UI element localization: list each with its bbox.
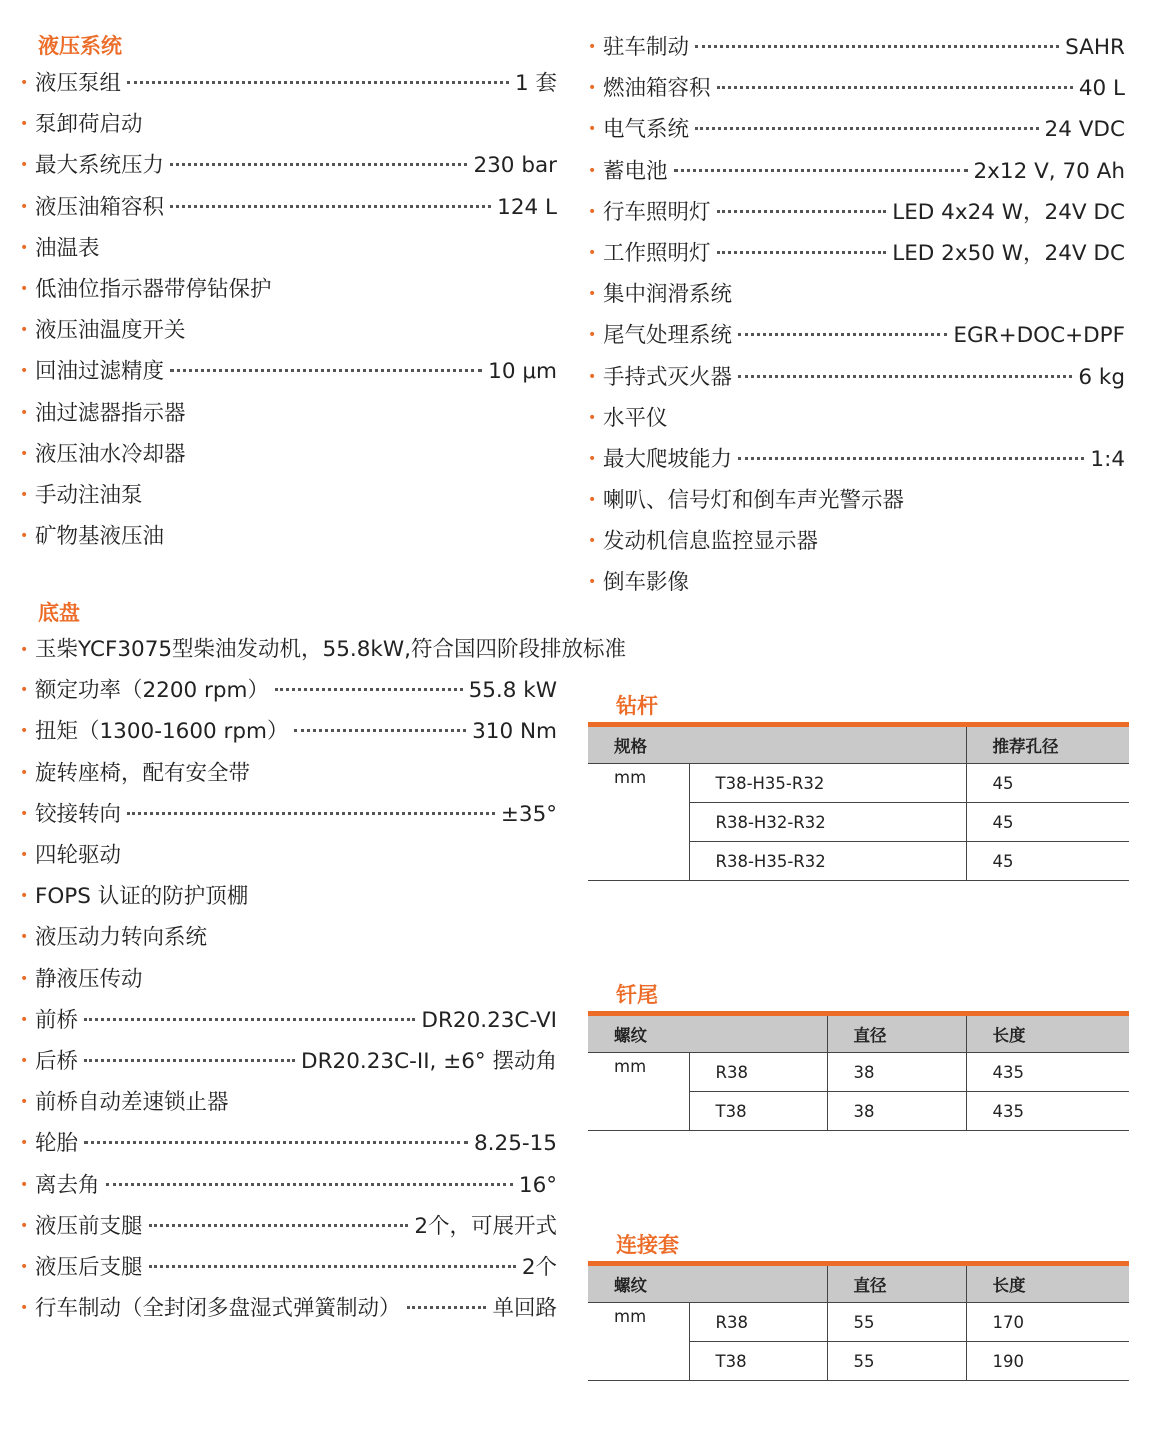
dot-leader — [738, 457, 1084, 460]
spec-item — [588, 68, 1125, 109]
coupling-section — [588, 1229, 1129, 1381]
spec-item — [588, 439, 1125, 480]
spec-value: LED 2x50 W，24V DC — [892, 240, 1125, 266]
dot-leader — [275, 688, 463, 691]
table-header-row — [588, 727, 1129, 764]
spec-label: • 液压后支腿 — [35, 1254, 143, 1280]
spec-item — [20, 917, 557, 958]
shank-table — [588, 1016, 1129, 1131]
spec-value: EGR+DOC+DPF — [953, 323, 1125, 349]
spec-label: • 旋转座椅，配有安全带 — [35, 760, 251, 786]
drill-rod-title: 钻杆 — [616, 694, 658, 718]
dot-leader — [84, 1059, 295, 1062]
table-cell: T38 — [689, 1342, 827, 1381]
header-thread: 螺纹 — [588, 1266, 827, 1303]
spec-label: • 电气系统 — [603, 117, 690, 143]
coupling-table — [588, 1266, 1129, 1381]
spec-value: 24 VDC — [1044, 117, 1125, 143]
spec-item — [588, 109, 1125, 150]
spec-label: • 离去角 — [35, 1172, 100, 1198]
spec-item — [20, 753, 557, 794]
spec-label: • 低油位指示器带停钻保护 — [35, 276, 272, 302]
dot-leader — [674, 169, 968, 172]
chassis-list — [20, 670, 557, 1329]
spec-label: • 喇叭、信号灯和倒车声光警示器 — [603, 488, 905, 514]
spec-item — [20, 876, 557, 917]
table-cell: 170 — [966, 1303, 1129, 1342]
spec-label: • 前桥自动差速锁止器 — [35, 1090, 229, 1116]
unit-cell: mm — [588, 764, 689, 881]
spec-item — [20, 1082, 557, 1123]
spec-value: 1:4 — [1090, 446, 1125, 472]
header-diameter: 直径 — [827, 1266, 966, 1303]
spec-label: • 液压动力转向系统 — [35, 925, 208, 951]
spec-label: • 手动注油泵 — [35, 482, 143, 508]
spec-item — [20, 228, 557, 269]
table-cell: 435 — [966, 1053, 1129, 1092]
spec-item — [20, 670, 557, 711]
spec-item — [20, 959, 557, 1000]
table-row — [588, 1303, 1129, 1342]
spec-item — [588, 398, 1125, 439]
spec-label: • 泵卸荷启动 — [35, 112, 143, 138]
spec-value: ±35° — [500, 801, 557, 827]
dot-leader — [84, 1018, 415, 1021]
spec-item — [20, 310, 557, 351]
spec-value: 10 μm — [488, 359, 557, 385]
spec-item — [20, 794, 557, 835]
spec-value: LED 4x24 W，24V DC — [892, 199, 1125, 225]
spec-item — [588, 480, 1125, 521]
header-length: 长度 — [966, 1266, 1129, 1303]
spec-item — [20, 145, 557, 186]
spec-label: • 行车制动（全封闭多盘湿式弹簧制动） — [35, 1296, 401, 1322]
dot-leader — [407, 1306, 487, 1309]
engine-item — [20, 630, 626, 670]
spec-value: 16° — [518, 1172, 557, 1198]
hydraulic-list — [20, 63, 557, 557]
spec-item — [588, 315, 1125, 356]
spec-value: 1 套 — [514, 71, 557, 96]
header-thread: 螺纹 — [588, 1016, 827, 1053]
dot-leader — [84, 1141, 468, 1144]
spec-label: • FOPS 认证的防护顶棚 — [35, 884, 249, 910]
dot-leader — [170, 205, 491, 208]
left-column — [20, 30, 626, 1329]
spec-value: 310 Nm — [472, 719, 557, 745]
dot-leader — [106, 1183, 513, 1186]
dot-leader — [695, 45, 1059, 48]
spec-value: 2x12 V, 70 Ah — [973, 158, 1125, 184]
table-cell: 45 — [966, 842, 1129, 881]
spec-item — [20, 393, 557, 434]
spec-value: 40 L — [1078, 76, 1125, 102]
spec-item — [20, 1123, 557, 1164]
header-spec: 规格 — [588, 727, 966, 764]
spec-label: • 燃油箱容积 — [603, 76, 711, 102]
spec-value: 2个 — [521, 1254, 557, 1280]
table-cell: 38 — [827, 1053, 966, 1092]
spec-label: • 最大爬坡能力 — [603, 446, 733, 472]
dot-leader — [127, 81, 509, 84]
spec-item — [588, 27, 1125, 68]
dot-leader — [149, 1224, 409, 1227]
spec-label: • 液压油箱容积 — [35, 194, 165, 220]
spec-item — [20, 1206, 557, 1247]
dot-leader — [170, 369, 482, 372]
table-cell: T38 — [689, 1092, 827, 1131]
header-hole: 推荐孔径 — [966, 727, 1129, 764]
spec-label: • 液压油水冷却器 — [35, 441, 186, 467]
dot-leader — [695, 127, 1039, 130]
table-header-row — [588, 1016, 1129, 1053]
spec-item — [20, 1165, 557, 1206]
spec-label: • 油温表 — [35, 235, 100, 261]
spec-item — [20, 1247, 557, 1288]
spec-label: • 倒车影像 — [603, 570, 690, 596]
spec-item — [588, 521, 1125, 562]
chassis-heading: 底盘 — [38, 601, 80, 626]
right-column — [588, 30, 1125, 604]
shank-section — [588, 979, 1129, 1131]
spec-value: SAHR — [1065, 35, 1125, 60]
spec-label: • 回油过滤精度 — [35, 359, 165, 385]
shank-title: 钎尾 — [616, 983, 658, 1007]
coupling-title: 连接套 — [616, 1233, 679, 1257]
spec-item — [20, 269, 557, 310]
table-cell: R38-H32-R32 — [689, 803, 966, 842]
spec-item — [588, 562, 1125, 603]
spec-value: 230 bar — [473, 153, 557, 179]
spec-value: 8.25-15 — [474, 1131, 557, 1157]
hydraulic-heading: 液压系统 — [38, 34, 122, 58]
spec-label: • 四轮驱动 — [35, 843, 122, 868]
dot-leader — [738, 375, 1072, 378]
spec-label: • 铰接转向 — [35, 801, 122, 827]
dot-leader — [717, 86, 1073, 89]
dot-leader — [149, 1265, 516, 1268]
header-diameter: 直径 — [827, 1016, 966, 1053]
spec-value: 单回路 — [492, 1296, 557, 1322]
spec-value: 2个，可展开式 — [414, 1213, 557, 1239]
spec-item — [588, 274, 1125, 315]
spec-item — [588, 151, 1125, 192]
table-cell: 45 — [966, 764, 1129, 803]
table-cell: 38 — [827, 1092, 966, 1131]
spec-label: • 额定功率（2200 rpm） — [35, 678, 269, 704]
spec-item — [588, 233, 1125, 274]
spec-item — [20, 187, 557, 228]
spec-item — [20, 1288, 557, 1329]
table-cell: R38 — [689, 1303, 827, 1342]
engine-label: • 玉柴YCF3075型柴油发动机，55.8kW,符合国四阶段排放标准 — [35, 637, 626, 663]
unit-cell: mm — [588, 1053, 689, 1131]
spec-label: • 前桥 — [35, 1007, 79, 1033]
dot-leader — [294, 729, 466, 732]
spec-label: • 液压泵组 — [35, 71, 122, 96]
spec-label: • 驻车制动 — [603, 35, 690, 60]
spec-item — [20, 104, 557, 145]
table-header-row — [588, 1266, 1129, 1303]
spec-label: • 液压油温度开关 — [35, 318, 186, 344]
spec-label: • 后桥 — [35, 1048, 79, 1074]
spec-label: • 尾气处理系统 — [603, 323, 733, 349]
spec-item — [20, 1000, 557, 1041]
general-list — [588, 27, 1125, 604]
table-cell: R38 — [689, 1053, 827, 1092]
spec-value: 124 L — [497, 194, 557, 220]
header-length: 长度 — [966, 1016, 1129, 1053]
spec-label: • 矿物基液压油 — [35, 524, 165, 550]
table-cell: 55 — [827, 1342, 966, 1381]
spec-value: 55.8 kW — [468, 678, 557, 704]
spec-label: • 扭矩（1300-1600 rpm） — [35, 719, 289, 745]
drill-rod-section — [588, 690, 1129, 881]
spec-label: • 集中润滑系统 — [603, 282, 733, 308]
spec-item — [20, 516, 557, 557]
spec-item — [20, 835, 557, 876]
spec-item — [20, 475, 557, 516]
spec-label: • 油过滤器指示器 — [35, 400, 186, 426]
drill-rod-table — [588, 727, 1129, 881]
dot-leader — [170, 163, 467, 166]
spec-label: • 水平仪 — [603, 405, 668, 431]
dot-leader — [127, 812, 495, 815]
unit-cell: mm — [588, 1303, 689, 1381]
spec-item — [20, 434, 557, 475]
spec-label: • 最大系统压力 — [35, 153, 165, 179]
table-cell: 55 — [827, 1303, 966, 1342]
spec-item — [20, 63, 557, 104]
table-cell: 45 — [966, 803, 1129, 842]
spec-label: • 轮胎 — [35, 1131, 79, 1157]
spec-item — [20, 711, 557, 752]
dot-leader — [738, 333, 947, 336]
spec-label: • 行车照明灯 — [603, 199, 711, 225]
spec-value: 6 kg — [1078, 364, 1125, 390]
spec-item — [20, 351, 557, 392]
table-cell: 435 — [966, 1092, 1129, 1131]
table-cell: 190 — [966, 1342, 1129, 1381]
spec-label: • 液压前支腿 — [35, 1213, 143, 1239]
spec-label: • 发动机信息监控显示器 — [603, 529, 819, 555]
table-cell: T38-H35-R32 — [689, 764, 966, 803]
spec-value: DR20.23C-II, ±6° 摆动角 — [301, 1048, 557, 1074]
spec-label: • 静液压传动 — [35, 966, 143, 992]
spec-item — [588, 192, 1125, 233]
table-cell: R38-H35-R32 — [689, 842, 966, 881]
spec-item — [20, 1041, 557, 1082]
dot-leader — [717, 251, 887, 254]
spec-value: DR20.23C-VI — [421, 1007, 557, 1033]
dot-leader — [717, 210, 887, 213]
spec-item — [588, 357, 1125, 398]
spec-label: • 工作照明灯 — [603, 240, 711, 266]
spec-label: • 手持式灭火器 — [603, 364, 733, 390]
spec-label: • 蓄电池 — [603, 158, 668, 184]
table-row — [588, 1053, 1129, 1092]
table-row — [588, 764, 1129, 803]
